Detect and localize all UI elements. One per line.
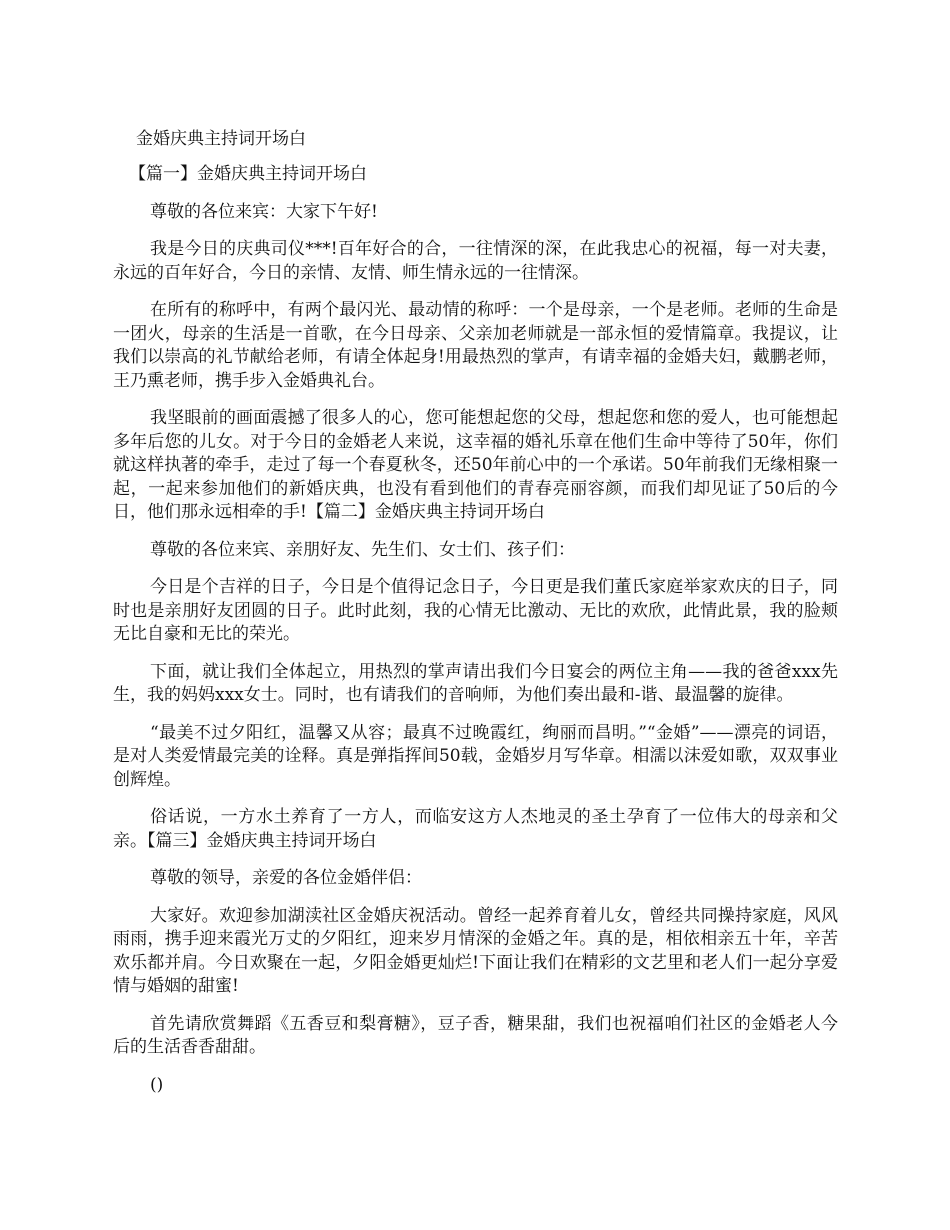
paragraph: 首先请欣赏舞蹈《五香豆和梨膏糖》，豆子香，糖果甜，我们也祝福咱们社区的金婚老人今后的生活香香甜甜。: [113, 1013, 838, 1057]
paragraph: 尊敬的各位来宾、亲朋好友、先生们、女士们、孩子们：: [150, 539, 575, 560]
paragraph: 下面，就让我们全体起立，用热烈的掌声请出我们今日宴会的两位主角——我的爸爸xxx先生，我的妈妈xxx女士。同时，也有请我们的音响师，为他们奏出最和-谐、最温馨的旋律。: [113, 661, 838, 705]
section-heading-1: 【篇一】金婚庆典主持词开场白: [129, 164, 367, 184]
paragraph: 大家好。欢迎参加湖渎社区金婚庆祝活动。曾经一起养育着儿女，曾经共同操持家庭，风风雨雨，携手迎来霞光万丈的夕阳红，迎来岁月情深的金婚之年。真的是，相依相亲五十年，辛苦欢乐都并肩。今日欢聚在一起，夕阳金婚更灿烂!下面让我们在精彩的文艺里和老人们一起分享爱情与婚姻的甜蜜!: [113, 905, 838, 996]
paragraph: “最美不过夕阳红，温馨又从容；最真不过晚霞红，绚丽而昌明。”“金婚”——漂亮的词语，是对人类爱情最完美的诠释。真是弹指挥间50载，金婚岁月写华章。相濡以沫爱如歌，双双事业创辉煌。: [113, 722, 838, 790]
paragraph: 我是今日的庆典司仪***!百年好合的合，一往情深的深，在此我忠心的祝福，每一对夫妻，永远的百年好合，今日的亲情、友情、师生情永远的一往情深。: [113, 239, 838, 283]
document-body: [113, 163, 838, 1111]
paragraph: 在所有的称呼中，有两个最闪光、最动情的称呼：一个是母亲，一个是老师。老师的生命是一团火，母亲的生活是一首歌，在今日母亲、父亲加老师就是一部永恒的爱情篇章。我提议，让我们以崇高的礼节献给老师，有请全体起身!用最热烈的掌声，有请幸福的金婚夫妇，戴鹏老师，王乃熏老师，携手步入金婚典礼台。: [113, 300, 838, 391]
paragraph: 尊敬的各位来宾：大家下午好!: [150, 201, 378, 222]
paragraph: 俗话说，一方水土养育了一方人，而临安这方人杰地灵的圣土孕育了一位伟大的母亲和父亲。【篇三】金婚庆典主持词开场白: [113, 807, 838, 851]
paragraph: 尊敬的领导，亲爱的各位金婚伴侣：: [150, 868, 422, 888]
document-title: 金婚庆典主持词开场白: [136, 129, 306, 149]
paragraph: 今日是个吉祥的日子，今日是个值得记念日子，今日更是我们董氏家庭举家欢庆的日子，同时也是亲朋好友团圆的日子。此时此刻，我的心情无比激动、无比的欢欣，此情此景，我的脸颊无比自豪和无比的荣光。: [113, 577, 838, 644]
paragraph: (): [150, 1074, 164, 1095]
paragraph: 我坚眼前的画面震撼了很多人的心，您可能想起您的父母，想起您和您的爱人，也可能想起多年后您的儿女。对于今日的金婚老人来说，这幸福的婚礼乐章在他们生命中等待了50年，你们就这样执著的牵手，走过了每一个春夏秋冬，还50年前心中的一个承诺。50年前我们无缘相聚一起，一起来参加他们的新婚庆典，也没有看到他们的青春亮丽容颜，而我们却见证了50后的今日，他们那永远相牵的手!【篇二】金婚庆典主持词开场白: [113, 408, 838, 522]
